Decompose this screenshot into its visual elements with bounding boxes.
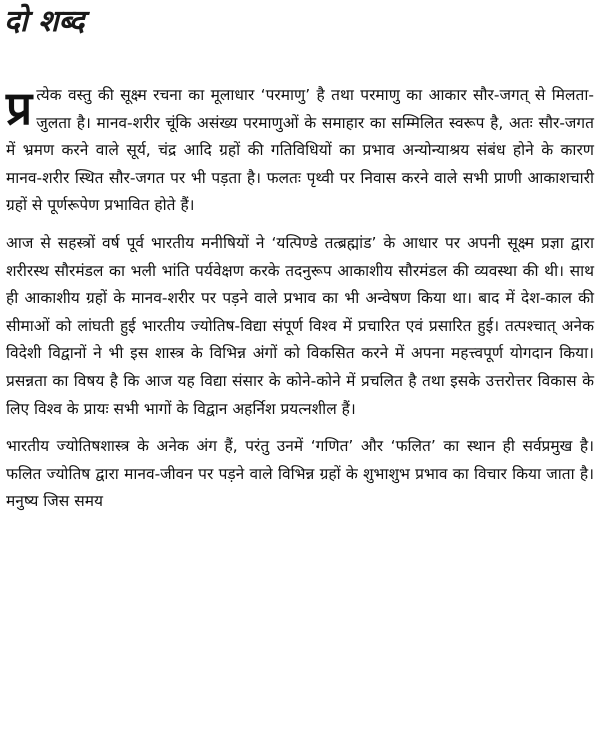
paragraph-2-text: आज से सहस्त्रों वर्ष पूर्व भारतीय मनीषियों ने ‘यत्पिण्डे तत्ब्रह्मांड’ के आधार पर अपनी सूक्ष्म प्रज्ञा द्वारा शरीरस्थ सौरमंडल का भली भांति पर्यवेक्षण करके तदनुरूप आकाशीय सौरमंडल की व्यवस्था की थी। साथ ही आकाशीय ग्रहों के मानव-शरीर पर पड़ने वाले प्रभाव का भी अन्वेषण किया था। बाद में देश-काल की सीमाओं को लांघती हुई भारतीय ज्योतिष-विद्या संपूर्ण विश्व में प्रचारित एवं प्रसारित हुई। तत्पश्चात् अनेक विदेशी विद्वानों ने भी इस शास्त्र के विभिन्न अंगों को विकसित करने में अपना महत्त्वपूर्ण योगदान किया। प्रसन्नता का विषय है कि आज यह विद्या संसार के कोने-कोने में प्रचलित है तथा इसके उत्तरोत्तर विकास के लिए विश्व के प्रायः सभी भागों के विद्वान अहर्निश प्रयत्नशील हैं। xyxy=(6,233,595,418)
paragraph-1-text: त्येक वस्तु की सूक्ष्म रचना का मूलाधार ‘परमाणु’ है तथा परमाणु का आकार सौर-जगत् से मिलता-जुलता है। मानव-शरीर चूंकि असंख्य परमाणुओं के समाहार का सम्मिलित स्वरूप है, अतः सौर-जगत में भ्रमण करने वाले सूर्य, चंद्र आदि ग्रहों की गतिविधियों का प्रभाव अन्योन्याश्रय संबंध होने के कारण मानव-शरीर स्थित सौर-जगत पर भी पड़ता है। फलतः पृथ्वी पर निवास करने वाले सभी प्राणी आकाशचारी ग्रहों से पूर्णरूपेण प्रभावित होते हैं। xyxy=(6,86,594,215)
paragraph-3-text: भारतीय ज्योतिषशास्त्र के अनेक अंग हैं, परंतु उनमें ‘गणित’ और ‘फलित’ का स्थान ही सर्वप्रमुख है। फलित ज्योतिष द्वारा मानव-जीवन पर पड़ने वाले विभिन्न ग्रहों के शुभाशुभ प्रभाव का विचार किया जाता है। मनुष्य जिस समय xyxy=(6,437,594,511)
page-heading: दो शब्द xyxy=(4,4,85,39)
paragraph-1 xyxy=(6,82,594,220)
paragraph-3 xyxy=(6,433,594,516)
paragraph-2 xyxy=(6,230,594,423)
drop-cap: प्र xyxy=(6,81,33,135)
body-text xyxy=(6,82,594,516)
